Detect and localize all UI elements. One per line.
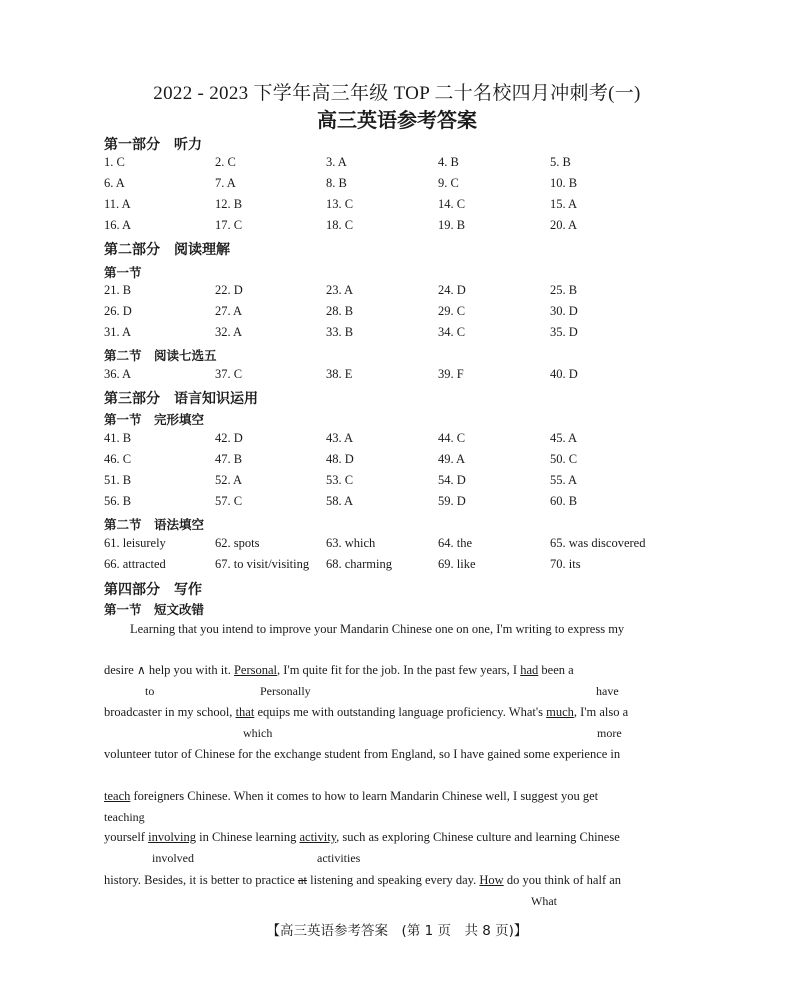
passage-text: foreigners Chinese. When it comes to how to learn Mandarin Chinese well, I suggest you get: [130, 789, 599, 803]
answer-row: [104, 325, 724, 343]
answer-cell: 68. charming: [326, 557, 392, 571]
answer-cell: 11. A: [104, 197, 131, 211]
part3-section2-heading: 第二节 语法填空: [104, 517, 205, 532]
error-word: Personal: [233, 663, 278, 677]
answer-cell: 58. A: [326, 494, 354, 508]
answer-cell: 21. B: [104, 283, 132, 297]
passage-text: listening and speaking every day.: [306, 873, 480, 887]
answer-row: [104, 557, 724, 575]
answer-cell: 3. A: [326, 155, 347, 169]
answer-row: [104, 536, 724, 554]
error-word: had: [520, 663, 539, 677]
answer-cell: 7. A: [215, 176, 236, 190]
answer-row: [104, 431, 724, 449]
answer-cell: 54. D: [438, 473, 466, 487]
answer-cell: 26. D: [104, 304, 132, 318]
answer-cell: 43. A: [326, 431, 354, 445]
answer-cell: 8. B: [326, 176, 347, 190]
correction-word: involved: [152, 851, 194, 865]
deleted-word: at: [297, 873, 307, 887]
passage-text: , I'm also a: [573, 705, 629, 719]
answer-cell: 31. A: [104, 325, 132, 339]
passage-line: volunteer tutor of Chinese for the exchange student from England, so I have gained some experience in: [104, 747, 621, 761]
answer-cell: 34. C: [438, 325, 466, 339]
error-word: activity: [299, 830, 337, 844]
answer-cell: 32. A: [215, 325, 243, 339]
answer-row: [104, 494, 724, 512]
answer-cell: 53. C: [326, 473, 354, 487]
correction-word: which: [243, 726, 273, 740]
insert-caret-icon: ∧: [136, 663, 146, 677]
answer-cell: 10. B: [550, 176, 578, 190]
correction-word: have: [596, 684, 619, 698]
answer-cell: 4. B: [438, 155, 459, 169]
page-footer: 【高三英语参考答案 (第 1 页 共 8 页)】: [266, 923, 528, 939]
part3-heading: 第三部分 语言知识运用: [104, 391, 258, 407]
answer-row: [104, 218, 724, 236]
answer-cell: 44. C: [438, 431, 466, 445]
answer-cell: 15. A: [550, 197, 578, 211]
answer-cell: 33. B: [326, 325, 354, 339]
answer-cell: 36. A: [104, 367, 132, 381]
answer-cell: 57. C: [215, 494, 243, 508]
answer-cell: 49. A: [438, 452, 466, 466]
answer-cell: 38. E: [326, 367, 353, 381]
answer-row: [104, 283, 724, 301]
passage-text: desire: [104, 663, 137, 677]
correction-word: more: [597, 726, 622, 740]
answer-cell: 2. C: [215, 155, 236, 169]
answer-cell: 19. B: [438, 218, 466, 232]
answer-cell: 5. B: [550, 155, 571, 169]
answer-cell: 50. C: [550, 452, 578, 466]
correction-word: teaching: [104, 810, 145, 824]
answer-cell: 27. A: [215, 304, 243, 318]
exam-title: 2022 - 2023 下学年高三年级 TOP 二十名校四月冲刺考(一): [153, 83, 641, 104]
answer-cell: 46. C: [104, 452, 132, 466]
answer-cell: 13. C: [326, 197, 354, 211]
answer-cell: 29. C: [438, 304, 466, 318]
answer-cell: 65. was discovered: [550, 536, 646, 550]
answer-row: [104, 176, 724, 194]
passage-text: do you think of half an: [503, 873, 622, 887]
answer-cell: 40. D: [550, 367, 578, 381]
part2-section2-heading: 第二节 阅读七选五: [104, 348, 217, 363]
part2-section1-heading: 第一节: [104, 265, 142, 280]
answer-cell: 23. A: [326, 283, 354, 297]
passage-text: , I'm quite fit for the job. In the past few years, I: [277, 663, 521, 677]
answer-row: [104, 367, 724, 385]
answer-cell: 12. B: [215, 197, 243, 211]
answer-cell: 52. A: [215, 473, 243, 487]
answer-cell: 39. F: [438, 367, 464, 381]
error-word: teach: [104, 789, 131, 803]
correction-word: to: [145, 684, 155, 698]
answer-cell: 67. to visit/visiting: [215, 557, 310, 571]
passage-text: , such as exploring Chinese culture and learning Chinese: [336, 830, 620, 844]
answer-cell: 51. B: [104, 473, 132, 487]
answer-cell: 28. B: [326, 304, 354, 318]
answer-row: [104, 304, 724, 322]
answer-cell: 30. D: [550, 304, 578, 318]
passage-text: equips me with outstanding language proficiency. What's: [254, 705, 547, 719]
answer-cell: 56. B: [104, 494, 132, 508]
part4-section1-heading: 第一节 短文改错: [104, 602, 205, 617]
answer-row: [104, 473, 724, 491]
correction-word: activities: [317, 851, 361, 865]
answer-cell: 37. C: [215, 367, 243, 381]
answer-cell: 55. A: [550, 473, 578, 487]
passage-line: Learning that you intend to improve your Mandarin Chinese one on one, I'm writing to express my: [130, 622, 625, 636]
answer-cell: 9. C: [438, 176, 459, 190]
answer-cell: 59. D: [438, 494, 466, 508]
answer-cell: 48. D: [326, 452, 354, 466]
answer-cell: 45. A: [550, 431, 578, 445]
answer-cell: 1. C: [104, 155, 125, 169]
part3-section1-heading: 第一节 完形填空: [104, 412, 205, 427]
answer-key-title: 高三英语参考答案: [317, 108, 477, 132]
answer-cell: 66. attracted: [104, 557, 166, 571]
answer-cell: 69. like: [438, 557, 476, 571]
answer-cell: 18. C: [326, 218, 354, 232]
answer-cell: 60. B: [550, 494, 578, 508]
answer-cell: 20. A: [550, 218, 578, 232]
part4-heading: 第四部分 写作: [104, 582, 202, 598]
correction-word: Personally: [260, 684, 311, 698]
error-word: that: [235, 705, 255, 719]
answer-cell: 42. D: [215, 431, 243, 445]
answer-cell: 24. D: [438, 283, 466, 297]
passage-text: been a: [538, 663, 574, 677]
passage-text: in Chinese learning: [196, 830, 300, 844]
answer-cell: 35. D: [550, 325, 578, 339]
answer-cell: 64. the: [438, 536, 473, 550]
answer-row: [104, 155, 724, 173]
answer-cell: 6. A: [104, 176, 125, 190]
error-word: much: [546, 705, 574, 719]
answer-cell: 41. B: [104, 431, 132, 445]
answer-row: [104, 452, 724, 470]
answer-row: [104, 197, 724, 215]
passage-line: [104, 663, 574, 678]
answer-cell: 62. spots: [215, 536, 260, 550]
error-word: involving: [148, 830, 197, 844]
correction-word: What: [531, 894, 557, 908]
answer-cell: 16. A: [104, 218, 132, 232]
answer-cell: 61. leisurely: [104, 536, 166, 550]
passage-text: yourself: [104, 830, 149, 844]
passage-line: [104, 789, 598, 804]
answer-cell: 17. C: [215, 218, 243, 232]
answer-cell: 25. B: [550, 283, 578, 297]
passage-text: help you with it.: [145, 663, 234, 677]
part1-heading: 第一部分 听力: [104, 137, 202, 153]
error-word: How: [479, 873, 504, 887]
answer-cell: 70. its: [550, 557, 581, 571]
passage-line: [104, 705, 628, 720]
answer-cell: 63. which: [326, 536, 376, 550]
passage-text: broadcaster in my school,: [104, 705, 236, 719]
part2-heading: 第二部分 阅读理解: [104, 242, 230, 258]
passage-line: [104, 830, 620, 845]
answer-cell: 14. C: [438, 197, 466, 211]
passage-text: history. Besides, it is better to practice: [104, 873, 298, 887]
answer-cell: 22. D: [215, 283, 243, 297]
passage-line: [104, 873, 621, 888]
answer-cell: 47. B: [215, 452, 243, 466]
